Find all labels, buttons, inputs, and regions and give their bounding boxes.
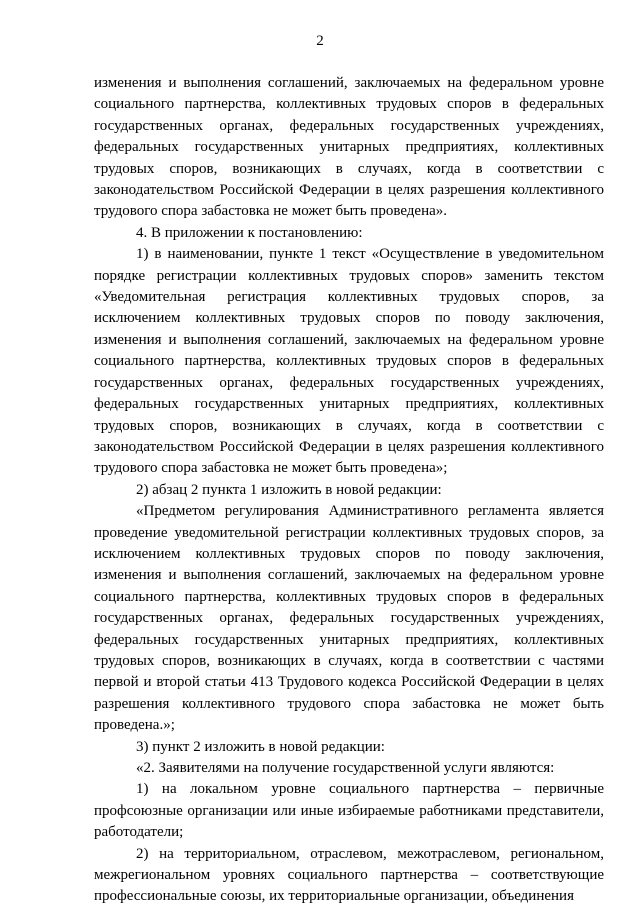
paragraph-item-4: 4. В приложении к постановлению: xyxy=(136,224,363,241)
paragraph-subitem-1: 1) в наименовании, пункте 1 текст «Осуществление в уведомительном порядке регистрации коллективных трудовых споров» заменить текстом «Уведомительная регистрация коллективных трудовых споров, за исключением коллективных трудовых споров по поводу заключения, изменения и выполнения соглашений, заключаемых на федеральном уровне социального партнерства, коллективных трудовых споров в федеральных государственных органах, федеральных государственных учреждениях, федеральных государственных унитарных предприятиях, коллективных трудовых споров, возникающих в случаях, когда в соответствии с законодательством Российской Федерации в целях разрешения коллективного трудового спора забастовка не может быть проведена»; xyxy=(94,246,604,477)
paragraph-subitem-2: 2) абзац 2 пункта 1 изложить в новой редакции: xyxy=(136,481,442,498)
paragraph-subitem-3: 3) пункт 2 изложить в новой редакции: xyxy=(136,738,385,755)
paragraph-territorial-level: 2) на территориальном, отраслевом, межотраслевом, региональном, межрегиональном уровнях социального партнерства – соответствующие профессиональные союзы, их территориальные организации, объединения xyxy=(94,845,604,905)
paragraph-applicants: «2. Заявителями на получение государственной услуги являются: xyxy=(136,760,555,776)
paragraph-quote-regulation: «Предметом регулирования Административного регламента является проведение уведомительной регистрации коллективных трудовых споров, за исключением коллективных трудовых споров по поводу заключения, изменения и выполнения соглашений, заключаемых на федеральном уровне социального партнерства, коллективных трудовых споров в федеральных государственных органах, федеральных государственных учреждениях, федеральных государственных унитарных предприятиях, коллективных трудовых споров, возникающих в случаях, когда в соответствии с частями первой и второй статьи 413 Трудового кодекса Российской Федерации в целях разрешения коллективного трудового спора забастовка не может быть проведена.»; xyxy=(94,503,604,734)
document-body xyxy=(94,73,604,908)
paragraph-continuation: изменения и выполнения соглашений, заключаемых на федеральном уровне социального партнерства, коллективных трудовых споров в федеральных государственных органах, федеральных государственных учреждениях, федеральных государственных унитарных предприятиях, коллективных трудовых споров, возникающих в случаях, когда в соответствии с законодательством Российской Федерации в целях разрешения коллективного трудового спора забастовка не может быть проведена». xyxy=(94,75,604,220)
page-number: 2 xyxy=(316,33,324,49)
paragraph-local-level: 1) на локальном уровне социального партнерства – первичные профсоюзные организации или иные избираемые работниками представители, работодатели; xyxy=(94,781,604,841)
